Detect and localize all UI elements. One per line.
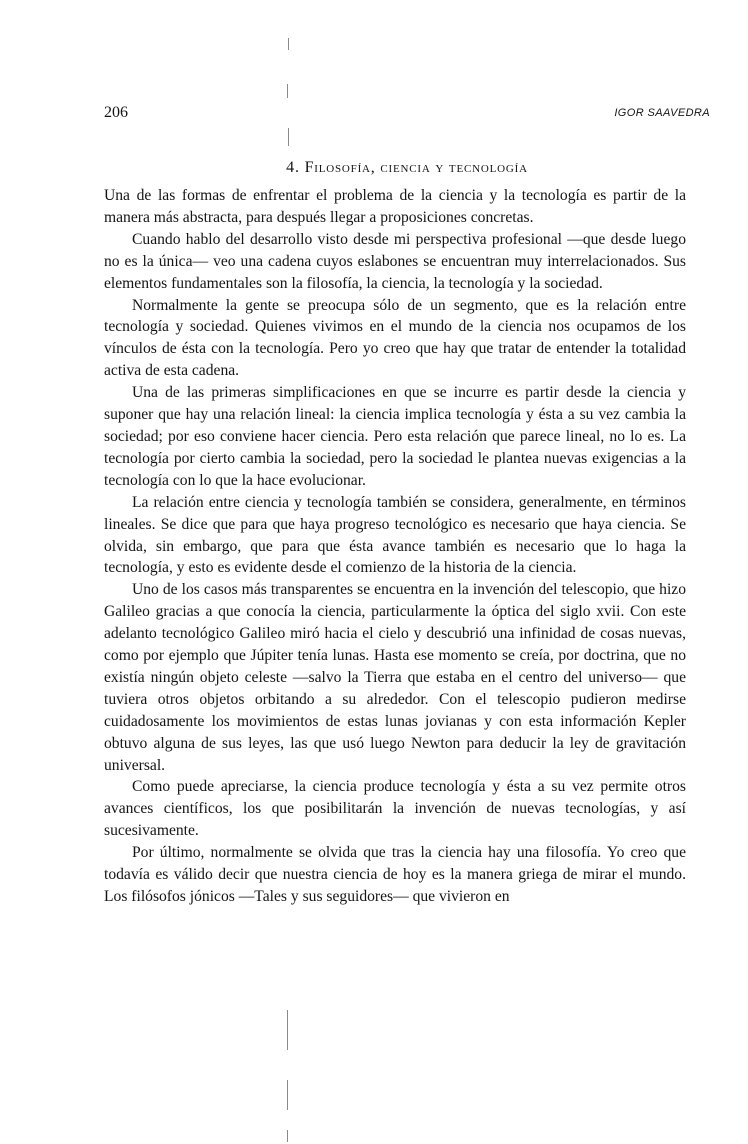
body-text [104, 185, 686, 908]
scan-mark [288, 128, 289, 146]
paragraph: Como puede apreciarse, la ciencia produce tecnología y ésta a su vez permite otros avances científicos, los que posibilitarán la invención de nuevas tecnologías, y así sucesivamente. [104, 778, 686, 840]
page-number: 206 [104, 104, 128, 121]
paragraph: Una de las primeras simplificaciones en que se incurre es partir desde la ciencia y suponer que hay una relación lineal: la ciencia implica tecnología y ésta a su vez cambia la sociedad; por eso conviene hacer ciencia. Pero esta relación que parece lineal, no lo es. La tecnología por cierto cambia la sociedad, pero la sociedad le plantea nuevas exigencias a la tecnología con lo que la hace evolucionar. [104, 384, 686, 489]
scan-mark [288, 38, 289, 50]
paragraph: Por último, normalmente se olvida que tras la ciencia hay una filosofía. Yo creo que todavía es válido decir que nuestra ciencia de hoy es la manera griega de mirar el mundo. Los filósofos jónicos —Tales y sus seguidores— que vivieron en [104, 844, 686, 905]
scan-mark [287, 84, 288, 98]
paragraph: Cuando hablo del desarrollo visto desde mi perspectiva profesional —que desde luego no es la única— veo una cadena cuyos eslabones se encuentran muy interrelacionados. Sus elementos fundamentales son la filosofía, la ciencia, la tecnología y la sociedad. [104, 230, 686, 292]
section-title: 4. Filosofía, ciencia y tecnología [286, 159, 528, 176]
paragraph: Una de las formas de enfrentar el problema de la ciencia y la tecnología es partir de la manera más abstracta, para después llegar a proposiciones concretas. [104, 187, 686, 226]
paragraph: La relación entre ciencia y tecnología también se considera, generalmente, en términos lineales. Se dice que para que haya progreso tecnológico es necesario que haya ciencia. Se olvida, sin embargo, que para que ésta avance también es necesario que lo haga la tecnología, y esto es evidente desde el comienzo de la historia de la ciencia. [104, 493, 686, 577]
scan-mark [287, 1010, 288, 1050]
running-header-author: IGOR SAAVEDRA [614, 107, 710, 119]
scan-mark [287, 1130, 288, 1142]
paragraph: Normalmente la gente se preocupa sólo de un segmento, que es la relación entre tecnología y sociedad. Quienes vivimos en el mundo de la ciencia nos ocupamos de los vínculos de ésta con la tecnología. Pero yo creo que hay que tratar de entender la totalidad activa de esta cadena. [104, 296, 686, 380]
paragraph: Uno de los casos más transparentes se encuentra en la invención del telescopio, que hizo Galileo gracias a que conocía la ciencia, particularmente la óptica del siglo xvii. Con este adelanto tecnológico Galileo miró hacia el cielo y descubrió una infinidad de cosas nuevas, como por ejemplo que Júpiter tenía lunas. Hasta ese momento se creía, por doctrina, que no existía ningún objeto celeste —salvo la Tierra que estaba en el centro del universo— que tuviera otros objetos orbitando a su alrededor. Con el telescopio pudieron medirse cuidadosamente los movimientos de estas lunas jovianas y con esta información Kepler obtuvo alguna de sus leyes, las que usó luego Newton para deducir la ley de gravitación universal. [104, 581, 686, 774]
scan-mark [287, 1080, 288, 1110]
